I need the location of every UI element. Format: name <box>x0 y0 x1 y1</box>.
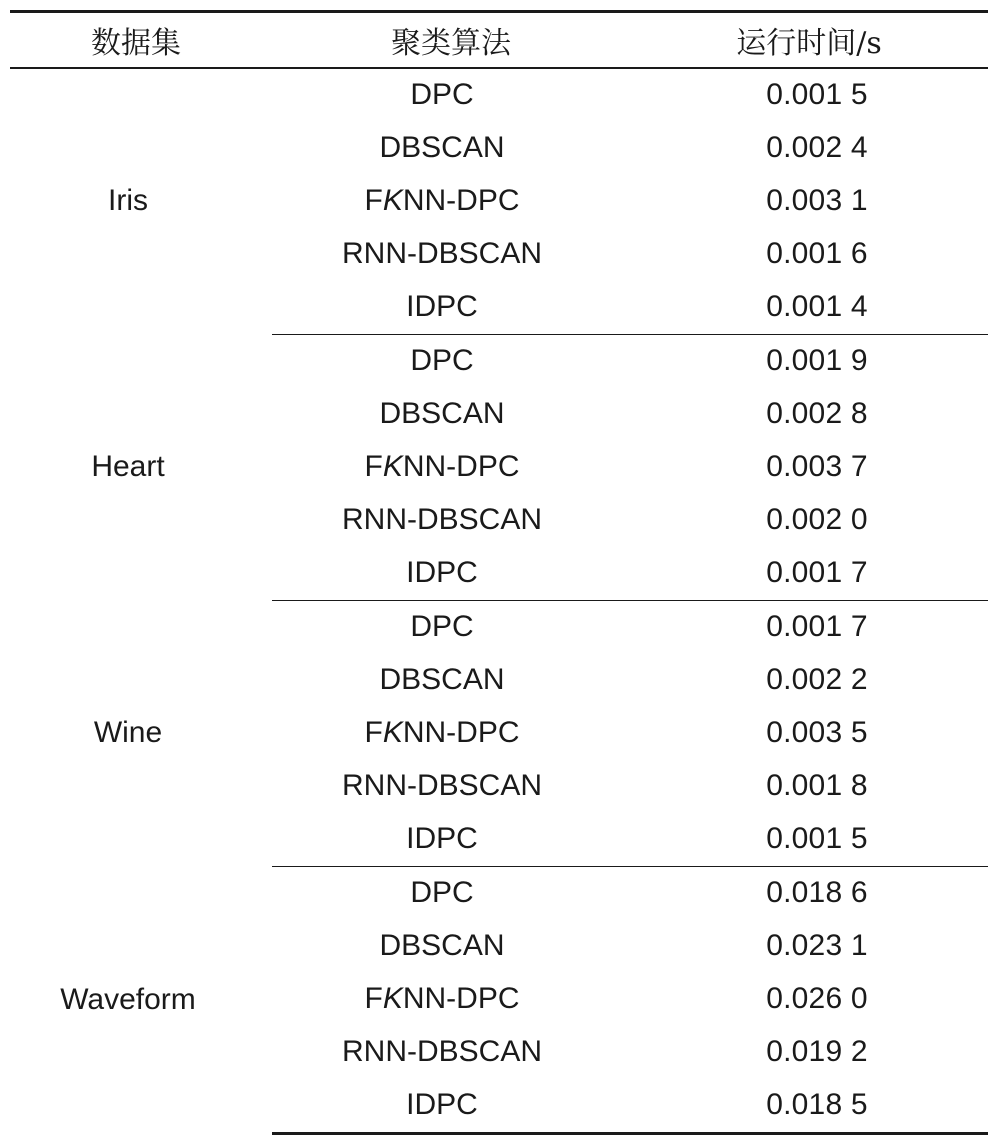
table-header <box>10 12 988 68</box>
algorithm-cell <box>272 920 630 973</box>
runtime-cell: 0.001 5 <box>766 78 868 111</box>
algorithm-name-prefix: DPC <box>410 78 474 111</box>
algorithm-cell <box>272 1026 630 1079</box>
algorithm-name-prefix: DBSCAN <box>379 397 505 430</box>
runtime-cell: 0.001 7 <box>766 610 868 643</box>
runtime-cell: 0.001 6 <box>766 237 868 270</box>
runtime-cell: 0.001 9 <box>766 344 868 377</box>
runtime-cell: 0.002 0 <box>766 503 868 536</box>
runtime-table <box>10 10 988 1135</box>
algorithm-cell <box>272 973 630 1026</box>
algorithm-name-prefix: DBSCAN <box>379 131 505 164</box>
algorithm-name-prefix: F <box>364 982 383 1015</box>
algorithm-name-prefix: IDPC <box>406 290 478 323</box>
algorithm-name-suffix: NN-DPC <box>402 716 520 749</box>
runtime-cell: 0.026 0 <box>766 982 868 1015</box>
algorithm-cell <box>272 1079 630 1134</box>
algorithm-name-prefix: RNN-DBSCAN <box>341 237 542 270</box>
algorithm-cell <box>272 654 630 707</box>
algorithm-cell <box>272 441 630 494</box>
header-dataset: 数据集 <box>10 12 272 68</box>
algorithm-name-prefix: DBSCAN <box>379 663 505 696</box>
table-row <box>10 600 988 654</box>
algorithm-cell <box>272 760 630 813</box>
algorithm-name-suffix: NN-DPC <box>402 982 520 1015</box>
algorithm-name-prefix: DPC <box>410 344 474 377</box>
algorithm-name-prefix: DPC <box>410 876 474 909</box>
algorithm-cell <box>272 175 630 228</box>
algorithm-cell <box>272 228 630 281</box>
algorithm-name-prefix: RNN-DBSCAN <box>341 503 542 536</box>
table-row <box>10 866 988 920</box>
header-row <box>10 12 988 68</box>
algorithm-name-suffix: NN-DPC <box>402 450 520 483</box>
runtime-cell: 0.003 7 <box>766 450 868 483</box>
dataset-cell: Waveform <box>60 982 196 1016</box>
dataset-cell: Heart <box>91 450 165 483</box>
runtime-cell: 0.001 5 <box>630 813 988 867</box>
runtime-cell: 0.003 1 <box>766 184 868 217</box>
algorithm-name-prefix: DBSCAN <box>379 929 505 962</box>
runtime-cell: 0.002 4 <box>766 131 868 164</box>
algorithm-cell <box>272 866 630 920</box>
algorithm-name-prefix: F <box>364 716 383 749</box>
algorithm-cell <box>272 281 630 335</box>
header-algorithm: 聚类算法 <box>272 12 630 68</box>
algorithm-name-prefix: IDPC <box>406 556 478 589</box>
runtime-cell: 0.001 8 <box>766 769 868 802</box>
algorithm-name-prefix: F <box>364 450 383 483</box>
runtime-cell: 0.003 5 <box>766 716 868 749</box>
runtime-cell: 0.002 2 <box>766 663 868 696</box>
runtime-cell: 0.018 6 <box>766 876 868 909</box>
algorithm-name-k: K <box>382 982 403 1015</box>
runtime-table-container <box>10 10 988 1135</box>
runtime-cell: 0.023 1 <box>766 929 868 962</box>
algorithm-cell <box>272 494 630 547</box>
algorithm-name-prefix: RNN-DBSCAN <box>341 769 542 802</box>
algorithm-cell <box>272 388 630 441</box>
dataset-cell: Wine <box>93 716 163 749</box>
runtime-cell: 0.001 7 <box>630 547 988 601</box>
algorithm-name-prefix: IDPC <box>406 822 478 855</box>
algorithm-name-suffix: NN-DPC <box>402 184 520 217</box>
algorithm-cell <box>272 334 630 388</box>
table-row <box>10 334 988 388</box>
runtime-cell: 0.018 5 <box>630 1079 988 1134</box>
algorithm-cell <box>272 547 630 601</box>
algorithm-cell <box>272 122 630 175</box>
runtime-cell: 0.019 2 <box>766 1035 868 1068</box>
algorithm-cell <box>272 707 630 760</box>
algorithm-cell <box>272 600 630 654</box>
table-row <box>10 68 988 122</box>
runtime-cell: 0.002 8 <box>766 397 868 430</box>
algorithm-name-prefix: RNN-DBSCAN <box>341 1035 542 1068</box>
algorithm-name-k: K <box>382 184 403 217</box>
algorithm-name-k: K <box>382 450 403 483</box>
algorithm-name-k: K <box>382 716 403 749</box>
algorithm-cell <box>272 813 630 867</box>
algorithm-name-prefix: F <box>364 184 383 217</box>
algorithm-name-prefix: DPC <box>410 610 474 643</box>
algorithm-cell <box>272 68 630 122</box>
algorithm-name-prefix: IDPC <box>406 1088 478 1121</box>
header-runtime: 运行时间/s <box>630 12 988 68</box>
runtime-cell: 0.001 4 <box>630 281 988 335</box>
dataset-cell: Iris <box>108 184 148 218</box>
table-body <box>10 68 988 1134</box>
